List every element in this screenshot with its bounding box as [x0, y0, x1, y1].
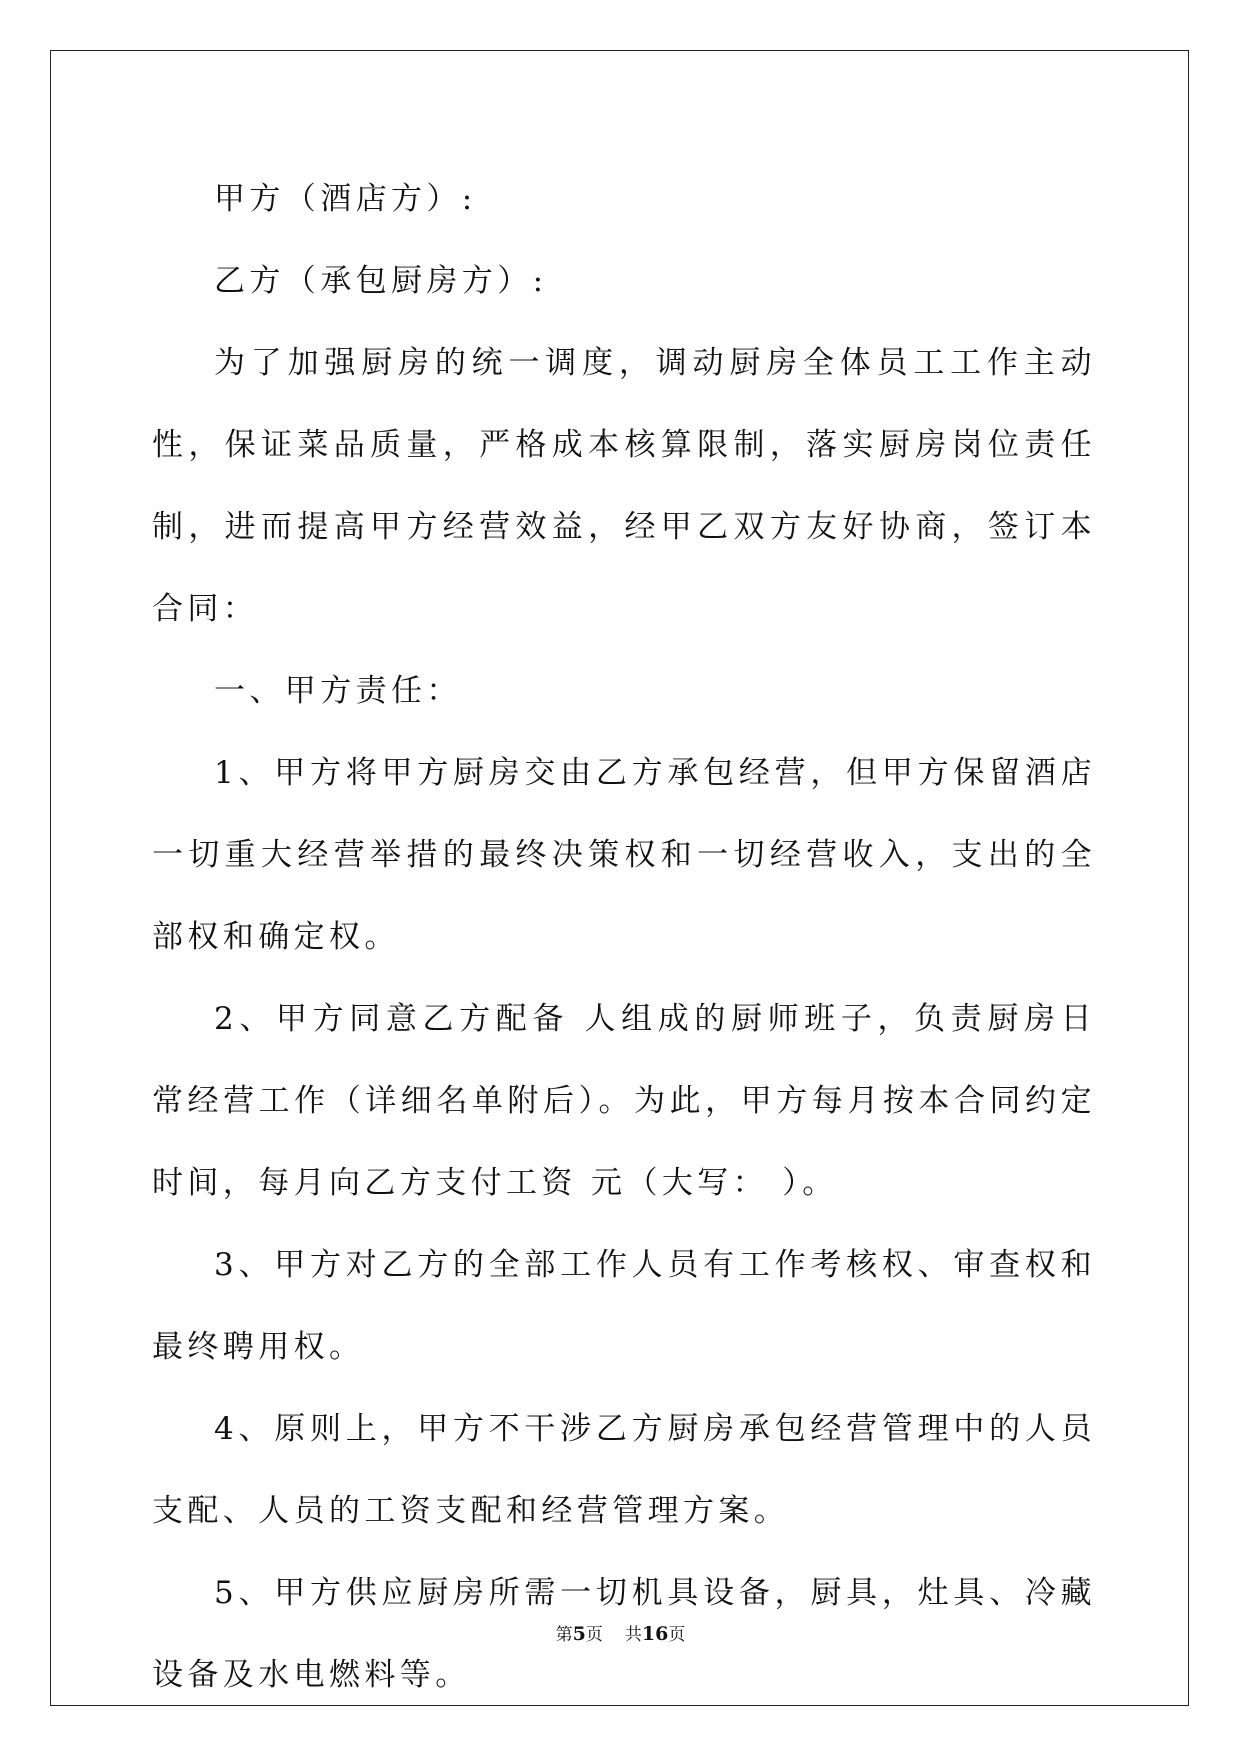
footer-total-suffix: 页: [668, 1625, 686, 1645]
section-heading-party-a: 一、甲方责任：: [214, 673, 462, 709]
clause-3: 3、甲方对乙方的全部工作人员有工作考核权、审查权和最终聘用权。: [152, 1247, 1096, 1365]
party-b-line: 乙方（承包厨房方）:: [214, 263, 548, 299]
footer-total-prefix: 共: [624, 1625, 642, 1645]
footer-total-pages: 16: [641, 1623, 669, 1645]
clause-5: 5、甲方供应厨房所需一切机具设备，厨具，灶具、冷藏设备及水电燃料等。: [152, 1575, 1096, 1693]
clause-4: 4、原则上，甲方不干涉乙方厨房承包经营管理中的人员支配、人员的工资支配和经营管理方案。: [152, 1411, 1096, 1529]
page-footer: [0, 1620, 1241, 1645]
clause-2: 2、甲方同意乙方配备 人组成的厨师班子，负责厨房日常经营工作（详细名单附后）。为此，甲方每月按本合同约定时间，每月向乙方支付工资 元（大写： ）。: [152, 1001, 1096, 1201]
clause-1: 1、甲方将甲方厨房交由乙方承包经营，但甲方保留酒店一切重大经营举措的最终决策权和一切经营收入，支出的全部权和确定权。: [152, 755, 1096, 955]
preamble-paragraph: 为了加强厨房的统一调度，调动厨房全体员工工作主动性，保证菜品质量，严格成本核算限制，落实厨房岗位责任制，进而提高甲方经营效益，经甲乙双方友好协商，签订本合同：: [152, 345, 1096, 627]
footer-page-word: 页: [585, 1625, 603, 1645]
document-body: [152, 158, 1096, 1716]
party-a-line: 甲方（酒店方）:: [214, 181, 477, 217]
footer-current-page: 5: [572, 1623, 586, 1645]
footer-prefix: 第: [555, 1625, 573, 1645]
